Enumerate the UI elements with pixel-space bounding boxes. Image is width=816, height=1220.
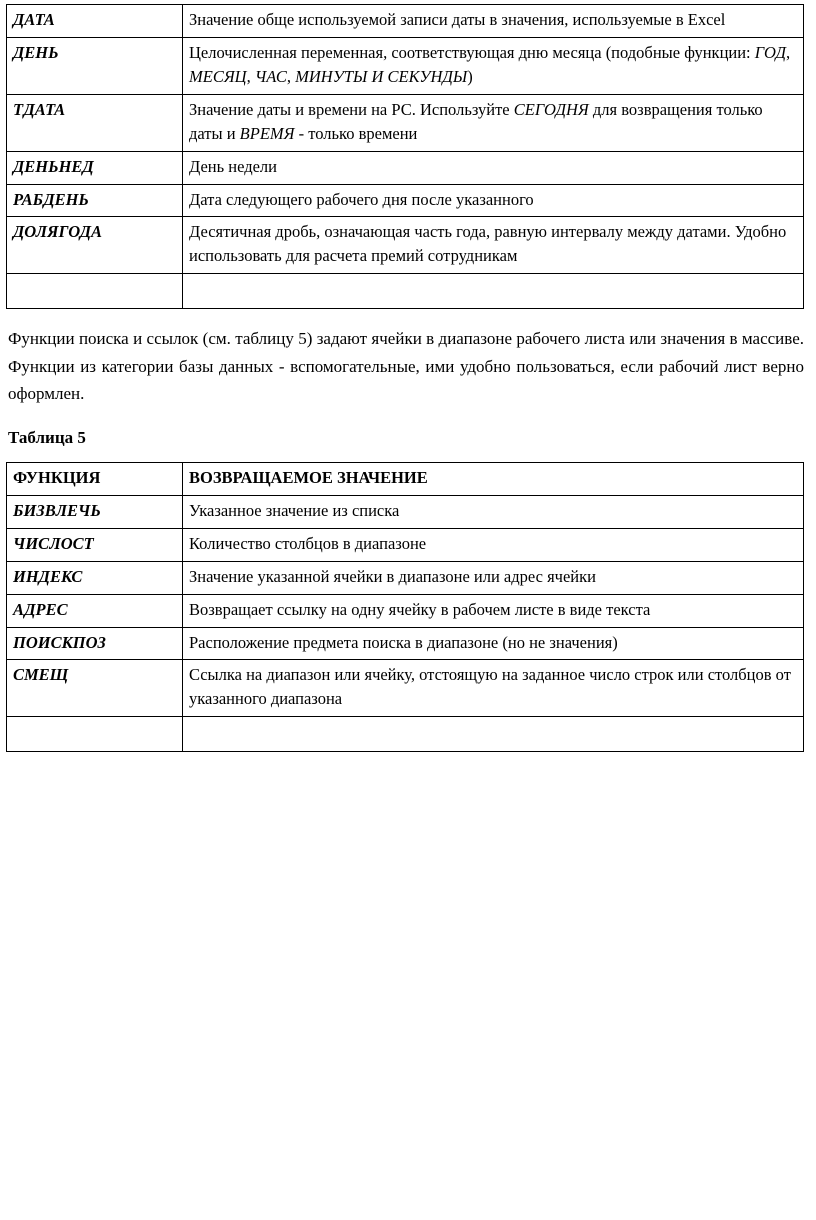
table-row bbox=[7, 660, 804, 717]
table-row-empty bbox=[7, 274, 804, 309]
function-description: Расположение предмета поиска в диапазоне (но не значения) bbox=[189, 632, 618, 652]
body-paragraph: Функции поиска и ссылок (см. таблицу 5) задают ячейки в диапазоне рабочего листа или значения в массиве. Функции из категории базы данных - вспомогательные, ими удобно пользоваться, если рабочий лист верно оформлен. bbox=[8, 329, 804, 404]
function-description: Целочисленная переменная, соответствующая дню месяца (подобные функции: ГОД, МЕСЯЦ, ЧАС, МИНУТЫ И СЕКУНДЫ) bbox=[189, 42, 791, 86]
function-name-cell bbox=[7, 561, 183, 594]
function-name: АДРЕС bbox=[13, 599, 68, 619]
function-name-cell bbox=[7, 274, 183, 309]
function-name-cell bbox=[7, 717, 183, 752]
header-function-label: ФУНКЦИЯ bbox=[13, 467, 101, 487]
function-description-cell bbox=[183, 561, 804, 594]
function-name-cell bbox=[7, 627, 183, 660]
table-row bbox=[7, 495, 804, 528]
function-name: РАБДЕНЬ bbox=[13, 189, 89, 209]
function-description-cell bbox=[183, 151, 804, 184]
function-description-cell bbox=[183, 274, 804, 309]
header-function-cell bbox=[7, 462, 183, 495]
table-caption: Таблица 5 bbox=[8, 427, 86, 447]
function-name: ЧИСЛОСТ bbox=[13, 533, 94, 553]
table-row bbox=[7, 217, 804, 274]
function-name: ПОИСКПОЗ bbox=[13, 632, 106, 652]
function-description-cell bbox=[183, 594, 804, 627]
table-row bbox=[7, 151, 804, 184]
header-value-label: ВОЗВРАЩАЕМОЕ ЗНАЧЕНИЕ bbox=[189, 467, 428, 487]
function-name-cell bbox=[7, 5, 183, 38]
function-description-cell bbox=[183, 495, 804, 528]
function-description-cell bbox=[183, 37, 804, 94]
function-name-cell bbox=[7, 151, 183, 184]
table-row bbox=[7, 561, 804, 594]
function-description-cell bbox=[183, 217, 804, 274]
table-row bbox=[7, 627, 804, 660]
function-name-cell bbox=[7, 37, 183, 94]
function-description: Значение указанной ячейки в диапазоне или адрес ячейки bbox=[189, 566, 596, 586]
function-description-cell bbox=[183, 528, 804, 561]
function-description: Возвращает ссылку на одну ячейку в рабочем листе в виде текста bbox=[189, 599, 651, 619]
function-name: СМЕЩ bbox=[13, 665, 69, 685]
table-row-empty bbox=[7, 717, 804, 752]
function-name-cell bbox=[7, 217, 183, 274]
function-description-cell bbox=[183, 660, 804, 717]
function-name: ДЕНЬ bbox=[13, 42, 59, 62]
function-description: Десятичная дробь, означающая часть года, равную интервалу между датами. Удобно использовать для расчета премий сотрудникам bbox=[189, 222, 787, 266]
function-name: ДЕНЬНЕД bbox=[13, 156, 94, 176]
function-name: ДОЛЯГОДА bbox=[13, 222, 102, 242]
function-description: Значение даты и времени на РС. Используйте СЕГОДНЯ для возвращения только даты и ВРЕМЯ - только времени bbox=[189, 99, 763, 143]
function-description-cell bbox=[183, 627, 804, 660]
lookup-functions-table bbox=[6, 462, 804, 752]
function-description-cell bbox=[183, 184, 804, 217]
body-paragraph-block bbox=[6, 325, 806, 408]
function-name-cell bbox=[7, 184, 183, 217]
table-header-row bbox=[7, 462, 804, 495]
function-name-cell bbox=[7, 94, 183, 151]
table-row bbox=[7, 5, 804, 38]
function-name: ТДАТА bbox=[13, 99, 66, 119]
function-description: День недели bbox=[189, 156, 277, 176]
function-description: Указанное значение из списка bbox=[189, 500, 400, 520]
table-row bbox=[7, 594, 804, 627]
function-name: ДАТА bbox=[13, 10, 55, 29]
function-name-cell bbox=[7, 660, 183, 717]
function-name: БИЗВЛЕЧЬ bbox=[13, 500, 101, 520]
function-name-cell bbox=[7, 495, 183, 528]
function-description-cell bbox=[183, 717, 804, 752]
function-description: Количество столбцов в диапазоне bbox=[189, 533, 427, 553]
date-functions-table bbox=[6, 4, 804, 309]
function-name-cell bbox=[7, 594, 183, 627]
header-value-cell bbox=[183, 462, 804, 495]
function-name: ИНДЕКС bbox=[13, 566, 83, 586]
function-description: Значение обще используемой записи даты в значения, используемые в Excel bbox=[189, 10, 726, 29]
function-description-cell bbox=[183, 5, 804, 38]
table-row bbox=[7, 94, 804, 151]
table-row bbox=[7, 184, 804, 217]
table-row bbox=[7, 528, 804, 561]
function-name-cell bbox=[7, 528, 183, 561]
table-row bbox=[7, 37, 804, 94]
function-description-cell bbox=[183, 94, 804, 151]
function-description: Ссылка на диапазон или ячейку, отстоящую на заданное число строк или столбцов от указанного диапазона bbox=[189, 665, 791, 709]
function-description: Дата следующего рабочего дня после указанного bbox=[189, 189, 534, 209]
